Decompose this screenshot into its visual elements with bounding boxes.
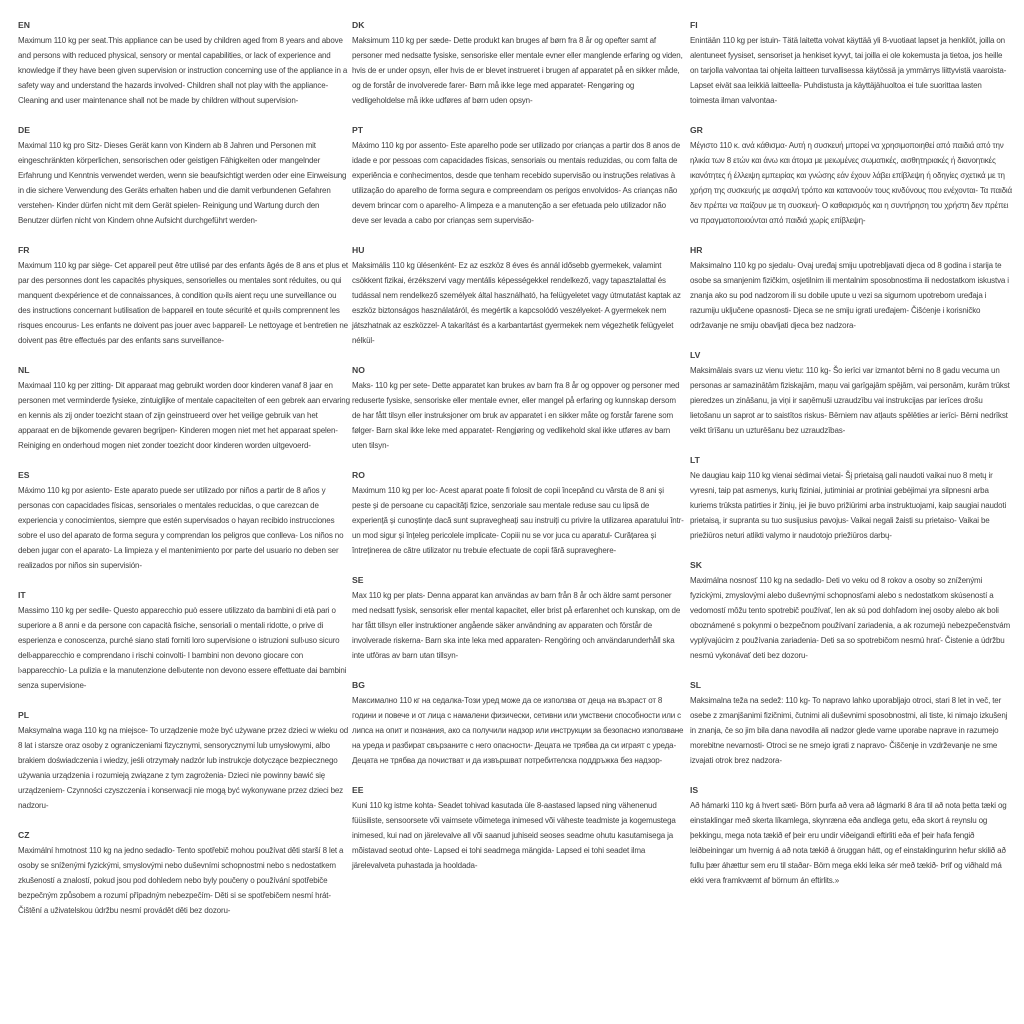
lang-text-is: Að hámarki 110 kg á hvert sæti- Börn þurfa að vera að lágmarki 8 ára til að nota þetta tæki og einstaklingar með skerta líkamlega, skynræna eða andlega getu, eða skort á reynslu og þekkingu, mega nota tækið ef þeir eru undir viðeigandi eftirliti eða ef þeir hafa fengið leiðbeiningar um hvernig á að nota tækið á öruggan hátt, og ef einstaklingurinn hefur skilið að fullu þær áhættur sem eru til staðar- Börn mega ekki leika sér með tækið- Þrif og viðhald má ekki vera framkvæmt af börnum án eftirlits.» <box>690 801 1007 885</box>
lang-text-nl: Maximaal 110 kg per zitting- Dit apparaat mag gebruikt worden door kinderen vanaf 8 jaar en personen met verminderde fysieke, zintuiglijke of mentale capaciteiten of een gebrek aan ervaring en kennis als zij onder toezicht staan of zijn geinstrueerd over het veilige gebruik van het apparaat en de bijkomende gevaren begrijpen- Kinderen mogen niet met het apparaat spelen- Reiniging en onderhoud mogen niet zonder toezicht door kinderen worden uitgevoerd- <box>18 381 350 450</box>
lang-text-hr: Maksimalno 110 kg po sjedalu- Ovaj uređaj smiju upotrebljavati djeca od 8 godina i starija te osobe sa smanjenim fizičkim, osjetilnim ili mentalnim sposobnostima ili nedostatkom iskustva i znanja ako su pod nadzorom ili su dobile upute u vezi sa sigurnom upotrebom uređaja i razumiju uključene opasnosti- Djeca se ne smiju igrati uređajem- Čišćenje i korisničko održavanje ne smiju obavljati djeca bez nadzora- <box>690 261 1009 330</box>
lang-section-lt <box>690 453 1012 543</box>
lang-code-de: DE <box>18 125 30 135</box>
lang-code-sl: SL <box>690 680 701 690</box>
lang-text-es: Máximo 110 kg por asiento- Este aparato puede ser utilizado por niños a partir de 8 años y personas con capacidades físicas, sensoriales o mentales reducidas, o que carezcan de experiencia y conocimientos, siempre que estén supervisados o hayan recibido instrucciones sobre el uso del aparato de forma segura y comprendan los peligros que conlleva- Los niños no deben jugar con el aparato- La limpieza y el mantenimiento por parte del usuario no deben ser realizados por niños sin supervisión- <box>18 486 344 570</box>
lang-code-ro: RO <box>352 470 365 480</box>
lang-text-se: Max 110 kg per plats- Denna apparat kan användas av barn från 8 år och äldre samt personer med nedsatt fysisk, sensorisk eller mental kapacitet, eller brist på erfarenhet och kunskap, om de har fått tillsyn eller instruktioner angående säker användning av apparaten och förstår de involverade riskerna- Barn ska inte leka med apparaten- Rengöring och användarunderhåll ska inte utföras av barn utan tillsyn- <box>352 591 681 660</box>
lang-section-bg <box>352 678 684 768</box>
lang-text-no: Maks- 110 kg per sete- Dette apparatet kan brukes av barn fra 8 år og oppover og personer med reduserte fysiske, sensoriske eller mentale evner, eller mangel på erfaring og kunnskap dersom de har fått tilsyn eller instruksjoner om bruk av apparatet i en sikker måte og forstår farene som følger- Barn skal ikke leke med apparatet- Rengjøring og vedlikehold skal ikke utføres av barn uten tilsyn- <box>352 381 680 450</box>
lang-section-pl <box>18 708 350 813</box>
lang-code-dk: DK <box>352 20 365 30</box>
lang-code-fr: FR <box>18 245 30 255</box>
lang-section-sk <box>690 558 1012 663</box>
lang-text-ro: Maximum 110 kg per loc- Acest aparat poate fi folosit de copii începând cu vârsta de 8 ani și peste și de persoane cu capacități fizice, senzoriale sau mentale reduse sau cu lipsă de experiență și cunoștințe dacă sunt supravegheați sau instruiți cu privire la utilizarea aparatului într-un mod sigur și înțeleg pericolele implicate- Copiii nu se vor juca cu aparatul- Curățarea și întreținerea de către utilizator nu trebuie efectuate de copii fără supraveghere- <box>352 486 684 555</box>
lang-code-es: ES <box>18 470 30 480</box>
language-column-1 <box>18 18 350 933</box>
lang-code-pl: PL <box>18 710 29 720</box>
lang-text-hu: Maksimális 110 kg ülésenként- Ez az eszköz 8 éves és annál idősebb gyermekek, valamint csökkent fizikai, érzékszervi vagy mentális képességekkel rendelkező, vagy tapasztalattal és tudással nem rendelkező személyek által használható, ha felügyeletet vagy útmutatást kaptak az eszköz biztonságos használatáról, és megértik a kapcsolódó veszélyeket- A gyermekek nem játszhatnak az eszközzel- A takarítást és a karbantartást gyermekek nem végezhetik felügyelet nélkül- <box>352 261 681 345</box>
lang-code-cz: CZ <box>18 830 30 840</box>
lang-code-it: IT <box>18 590 26 600</box>
lang-text-fr: Maximum 110 kg par siège- Cet appareil peut être utilisé par des enfants âgés de 8 ans et plus et par des personnes dont les capacités physiques, sensorielles ou mentales sont réduites, ou qui manquent d›expérience et de connaissances, à condition qu›ils aient reçu une surveillance ou des instructions concernant l›utilisation de l›appareil en toute sécurité et qu›ils comprennent les risques encourus- Les enfants ne doivent pas jouer avec l›appareil- Le nettoyage et l›entretien ne doivent pas être effectués par des enfants sans surveillance- <box>18 261 348 345</box>
lang-section-de <box>18 123 350 228</box>
lang-section-nl <box>18 363 350 453</box>
lang-section-ee <box>352 783 684 873</box>
lang-code-pt: PT <box>352 125 363 135</box>
lang-code-nl: NL <box>18 365 30 375</box>
lang-code-ee: EE <box>352 785 364 795</box>
lang-code-se: SE <box>352 575 364 585</box>
lang-section-gr <box>690 123 1012 228</box>
lang-code-en: EN <box>18 20 30 30</box>
lang-text-sl: Maksimalna teža na sedež: 110 kg- To napravo lahko uporabljajo otroci, stari 8 let in več, ter osebe z zmanjšanimi fizičnimi, čutnimi ali duševnimi sposobnostmi, ali tiste, ki nimajo izkušenj in znanja, če so jim bila dana navodila ali nadzor glede varne uporabe naprave in razumejo morebitne nevarnosti- Otroci se ne smejo igrati z napravo- Čiščenje in vzdrževanje ne sme izvajati otrok brez nadzora- <box>690 696 1008 765</box>
lang-code-sk: SK <box>690 560 702 570</box>
lang-code-bg: BG <box>352 680 365 690</box>
lang-section-cz <box>18 828 350 918</box>
lang-section-se <box>352 573 684 663</box>
lang-section-en <box>18 18 350 108</box>
lang-section-pt <box>352 123 684 228</box>
lang-code-fi: FI <box>690 20 698 30</box>
lang-text-ee: Kuni 110 kg istme kohta- Seadet tohivad kasutada üle 8-aastased lapsed ning vähenenud füüsiliste, sensoorsete või vaimsete võimetega inimesed või väheste teadmiste ja kogemustega inimesed, kui nad on järelevalve all või saanud juhiseid seoses seadme ohutu kasutamisega ja mõistavad seotud ohte- Lapsed ei tohi seadmega mängida- Lapsed ei tohi seadet ilma järelevalveta puhastada ja hooldada- <box>352 801 676 870</box>
lang-text-pl: Maksymalna waga 110 kg na miejsce- To urządzenie może być używane przez dzieci w wieku od 8 lat i starsze oraz osoby z ograniczeniami fizycznymi, sensorycznymi lub umysłowymi, albo brakiem doświadczenia i wiedzy, jeśli otrzymały nadzór lub instrukcje dotyczące bezpiecznego używania urządzenia i rozumieją związane z tym zagrożenia- Dzieci nie powinny bawić się urządzeniem- Czynności czyszczenia i konserwacji nie mogą być wykonywane przez dzieci bez nadzoru- <box>18 726 349 810</box>
lang-section-fi <box>690 18 1012 108</box>
lang-text-it: Massimo 110 kg per sedile- Questo apparecchio può essere utilizzato da bambini di età pari o superiore a 8 anni e da persone con capacità fisiche, sensoriali o mentali ridotte, o prive di esperienza e conoscenza, purché siano stati forniti loro supervisione o istruzioni sull›uso sicuro dell›apparecchio e comprendano i rischi coinvolti- I bambini non devono giocare con l›apparecchio- La pulizia e la manutenzione dell›utente non devono essere effettuate dai bambini senza supervisione- <box>18 606 347 690</box>
lang-section-no <box>352 363 684 453</box>
lang-code-gr: GR <box>690 125 703 135</box>
lang-section-lv <box>690 348 1012 438</box>
lang-section-hr <box>690 243 1012 333</box>
lang-text-de: Maximal 110 kg pro Sitz- Dieses Gerät kann von Kindern ab 8 Jahren und Personen mit eingeschränkten körperlichen, sensorischen oder geistigen Fähigkeiten oder mangelnder Erfahrung und Kenntnis verwendet werden, wenn sie beaufsichtigt werden oder eine Einweisung in die sichere Verwendung des Geräts erhalten haben und die damit verbundenen Gefahren verstehen- Kinder dürfen nicht mit dem Gerät spielen- Reinigung und Wartung durch den Benutzer dürfen nicht von Kindern ohne Aufsicht durchgeführt werden- <box>18 141 347 225</box>
lang-section-hu <box>352 243 684 348</box>
lang-code-is: IS <box>690 785 699 795</box>
lang-text-fi: Enintään 110 kg per istuin- Tätä laitetta voivat käyttää yli 8-vuotiaat lapset ja henkilöt, joilla on alentuneet fyysiset, sensoriset ja henkiset kyvyt, tai joilla ei ole kokemusta ja tietoa, jos heille on tarjolla valvontaa tai ohjeita laitteen turvallisessa käytössä ja ymmärrys liittyvistä vaaroista- Lapset eivät saa leikkiä laitteella- Puhdistusta ja käyttäjähuoltoa ei tule suorittaa lasten toimesta ilman valvontaa- <box>690 36 1007 105</box>
language-column-3 <box>690 18 1012 903</box>
lang-section-it <box>18 588 350 693</box>
lang-text-en: Maximum 110 kg per seat.This appliance can be used by children aged from 8 years and above and persons with reduced physical, sensory or mental capabilities, or lack of experience and knowledge if they have been given supervision or instruction concerning use of the appliance in a safety way and understand the hazards involved- Children shall not play with the appliance- Cleaning and user maintenance shall not be made by children without supervision- <box>18 36 348 105</box>
lang-code-lt: LT <box>690 455 700 465</box>
lang-code-lv: LV <box>690 350 701 360</box>
lang-text-bg: Максимално 110 кг на седалка-Този уред може да се използва от деца на възраст от 8 години и повече и от лица с намалени физически, сетивни или умствени способности или с липса на опит и познания, ако са получили надзор или инструкции за безопасно използване на уреда и разбират свързаните с него опасности- Децата не трябва да си играят с уреда- Децата не трябва да почистват и да извършват потребителска поддръжка без надзор- <box>352 696 684 765</box>
lang-code-no: NO <box>352 365 365 375</box>
lang-code-hr: HR <box>690 245 703 255</box>
lang-text-cz: Maximální hmotnost 110 kg na jedno sedadlo- Tento spotřebič mohou používat děti starší 8 let a osoby se sníženými fyzickými, smyslovými nebo duševními schopnostmi nebo s nedostatkem zkušeností a znalostí, pokud jsou pod dohledem nebo byly poučeny o používání spotřebiče bezpečným způsobem a rozumí případným nebezpečím- Děti si se spotřebičem nesmí hrát- Čištění a uživatelskou údržbu nesmí provádět děti bez dozoru- <box>18 846 344 915</box>
lang-section-fr <box>18 243 350 348</box>
lang-text-sk: Maximálna nosnosť 110 kg na sedadlo- Deti vo veku od 8 rokov a osoby so zníženými fyzickými, zmyslovými alebo duševnými schopnosťami alebo s nedostatkom skúseností a vedomostí môžu tento spotrebič používať, len ak sú pod dohľadom inej osoby alebo ak boli oboznámené s pokynmi o bezpečnom používaní zariadenia, a ak rozumejú nebezpečenstvám vyplývajúcim z používania zariadenia- Deti sa so spotrebičom nesmú hrať- Čistenie a údržbu nesmú vykonávať deti bez dozoru- <box>690 576 1011 660</box>
lang-section-is <box>690 783 1012 888</box>
lang-section-es <box>18 468 350 573</box>
lang-text-lt: Ne daugiau kaip 110 kg vienai sėdimai vietai- Šį prietaisą gali naudoti vaikai nuo 8 metų ir vyresni, taip pat asmenys, kurių fiziniai, jutiminiai ar protiniai gebėjimai yra silpnesni arba kuriems trūksta patirties ir žinių, jei jie buvo prižiūrimi arba instruktuojami, kaip saugiai naudoti prietaisą, ir supranta su tuo susijusius pavojus- Vaikai negali žaisti su prietaiso- Vaikai be priežiūros neturi atlikti valymo ir naudotojo priežiūros darbų- <box>690 471 1007 540</box>
lang-section-sl <box>690 678 1012 768</box>
lang-section-ro <box>352 468 684 558</box>
lang-text-pt: Máximo 110 kg por assento- Este aparelho pode ser utilizado por crianças a partir dos 8 anos de idade e por pessoas com capacidades físicas, sensoriais ou mentais reduzidas, ou com falta de experiência e conhecimentos, desde que tenham recebido supervisão ou instruções relativas à utilização do aparelho de forma segura e compreendam os perigos envolvidos- As crianças não devem brincar com o aparelho- A limpeza e a manutenção a ser efetuada pelo utilizador não deve ser levada a cabo por crianças sem supervisão- <box>352 141 681 225</box>
lang-text-gr: Μέγιστο 110 κ. ανά κάθισμα- Αυτή η συσκευή μπορεί να χρησιμοποιηθεί από παιδιά από την ηλικία των 8 ετών και άνω και άτομα με μειωμένες σωματικές, αισθητηριακές ή διανοητικές ικανότητες ή έλλειψη εμπειρίας και γνώσης εάν έχουν λάβει επίβλεψη ή οδηγίες σχετικά με τη χρήση της συσκευής με ασφαλή τρόπο και κατανοούν τους κινδύνους που ενέχονται- Τα παιδιά δεν πρέπει να παίζουν με τη συσκευή- Ο καθαρισμός και η συντήρηση του χρήστη δεν πρέπει να πραγματοποιούνται από παιδιά χωρίς επίβλεψη- <box>690 141 1012 225</box>
lang-section-dk <box>352 18 684 108</box>
language-column-2 <box>352 18 684 888</box>
lang-text-lv: Maksimālais svars uz vienu vietu: 110 kg- Šo ierīci var izmantot bērni no 8 gadu vecuma un personas ar samazinātām fiziskajām, maņu vai garīgajām spējām, vai personām, kurām trūkst pieredzes un zināšanu, ja viņi ir saņēmuši uzraudzību vai instrukcijas par ierīces drošu lietošanu un saprot ar to saistītos riskus- Bērniem nav atļauts spēlēties ar ierīci- Bērni nedrīkst veikt tīrīšanu un uzturēšanu bez uzraudzības- <box>690 366 1010 435</box>
lang-code-hu: HU <box>352 245 365 255</box>
lang-text-dk: Maksimum 110 kg per sæde- Dette produkt kan bruges af børn fra 8 år og opefter samt af personer med nedsatte fysiske, sensoriske eller mentale evner eller manglende erfaring og viden, hvis de er under opsyn, eller hvis de er blevet instrueret i brugen af apparatet på en sikker måde, og de forstår de involverede farer- Børn må ikke lege med apparatet- Rengøring og vedligeholdelse må ikke udføres af børn uden opsyn- <box>352 36 683 105</box>
